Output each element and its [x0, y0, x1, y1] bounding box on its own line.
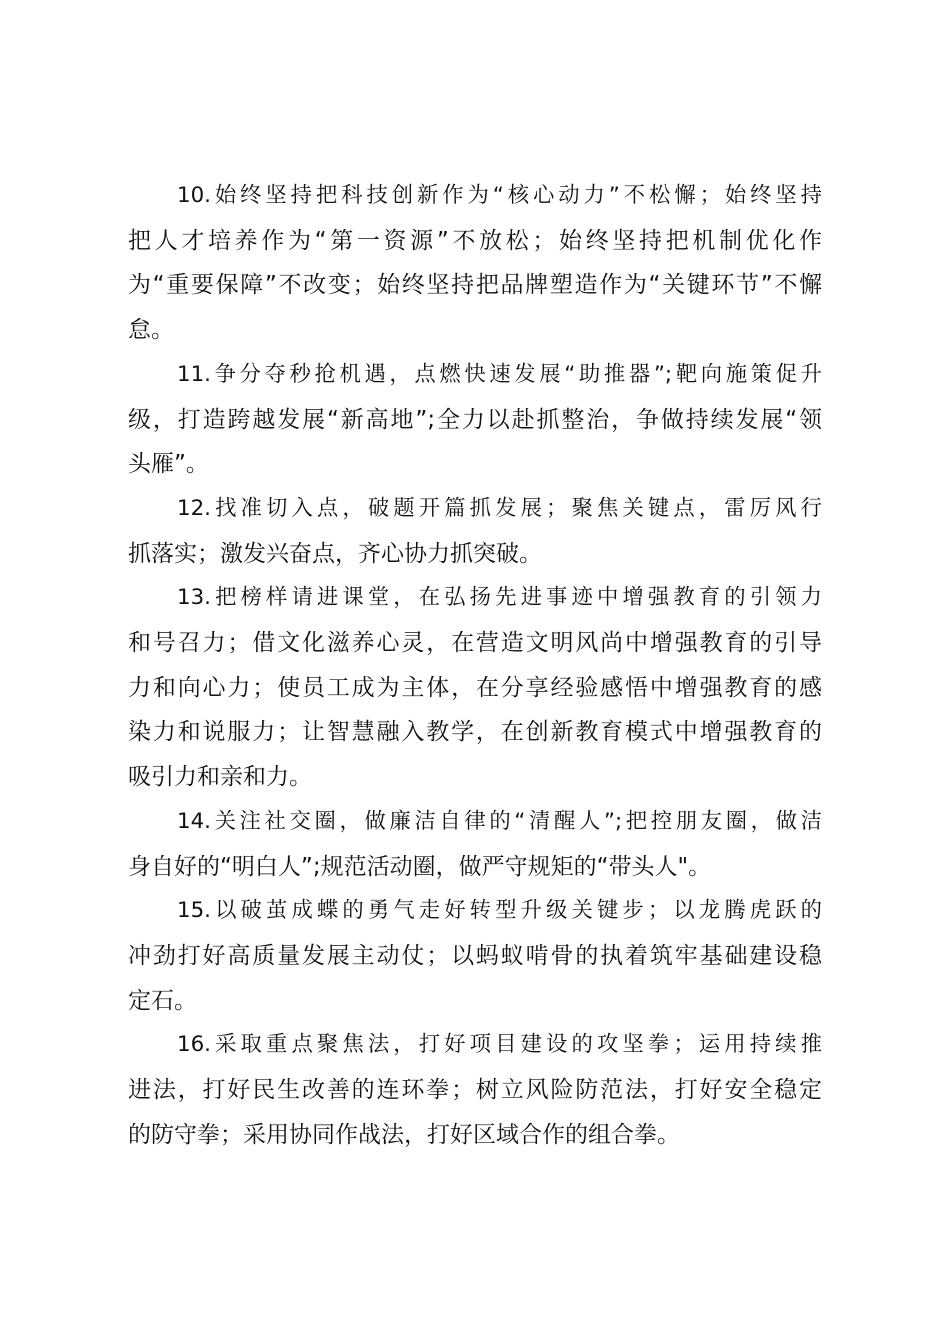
- text-line: 的防守拳；采用协同作战法，打好区域合作的组合拳。: [128, 1121, 680, 1148]
- paragraph-13: [128, 576, 822, 800]
- paragraph-11: [128, 353, 822, 487]
- document-body: [128, 174, 822, 1157]
- text-line: 定石。: [128, 987, 197, 1014]
- text-line: 进法，打好民生改善的连环拳；树立风险防范法，打好安全稳定: [128, 1077, 822, 1104]
- text-line: 冲劲打好高质量发展主动仗；以蚂蚁啃骨的执着筑牢基础建设稳: [128, 942, 822, 969]
- text-line: 身自好的“明白人”;规范活动圈，做严守规矩的“带头人"。: [128, 853, 712, 880]
- text-line: 16.采取重点聚焦法，打好项目建设的攻坚拳；运用持续推: [177, 1032, 822, 1058]
- paragraph-15: [128, 889, 822, 1023]
- paragraph-10: [128, 174, 822, 353]
- text-line: 头雁”。: [128, 451, 209, 478]
- text-line: 力和向心力；使员工成为主体，在分享经验感悟中增强教育的感: [128, 674, 822, 701]
- text-line: 染力和说服力；让智慧融入教学，在创新教育模式中增强教育的: [128, 719, 822, 746]
- text-line: 为“重要保障”不改变；始终坚持把品牌塑造作为“关键环节”不懈: [128, 272, 822, 299]
- text-line: 抓落实；激发兴奋点，齐心协力抓突破。: [128, 540, 542, 567]
- paragraph-16: [128, 1023, 822, 1157]
- paragraph-12: [128, 487, 822, 576]
- text-line: 和号召力；借文化滋养心灵，在营造文明风尚中增强教育的引导: [128, 630, 822, 657]
- text-line: 10.始终坚持把科技创新作为“核心动力”不松懈；始终坚持: [177, 183, 822, 208]
- text-line: 15.以破茧成蝶的勇气走好转型升级关键步；以龙腾虎跃的: [177, 898, 822, 924]
- paragraph-14: [128, 800, 822, 889]
- text-line: 13.把榜样请进课堂，在弘扬先进事迹中增强教育的引领力: [177, 585, 822, 611]
- text-line: 级，打造跨越发展“新高地”;全力以赴抓整治，争做持续发展“领: [128, 406, 822, 433]
- text-line: 11.争分夺秒抢机遇，点燃快速发展“助推器”;靶向施策促升: [177, 361, 822, 387]
- text-line: 吸引力和亲和力。: [128, 764, 312, 791]
- text-line: 14.关注社交圈，做廉洁自律的“清醒人”;把控朋友圈，做洁: [177, 808, 822, 834]
- text-line: 把人才培养作为“第一资源”不放松；始终坚持把机制优化作: [128, 227, 822, 254]
- text-line: 12.找准切入点，破题开篇抓发展；聚焦关键点，雷厉风行: [177, 495, 822, 521]
- text-line: 怠。: [128, 317, 174, 344]
